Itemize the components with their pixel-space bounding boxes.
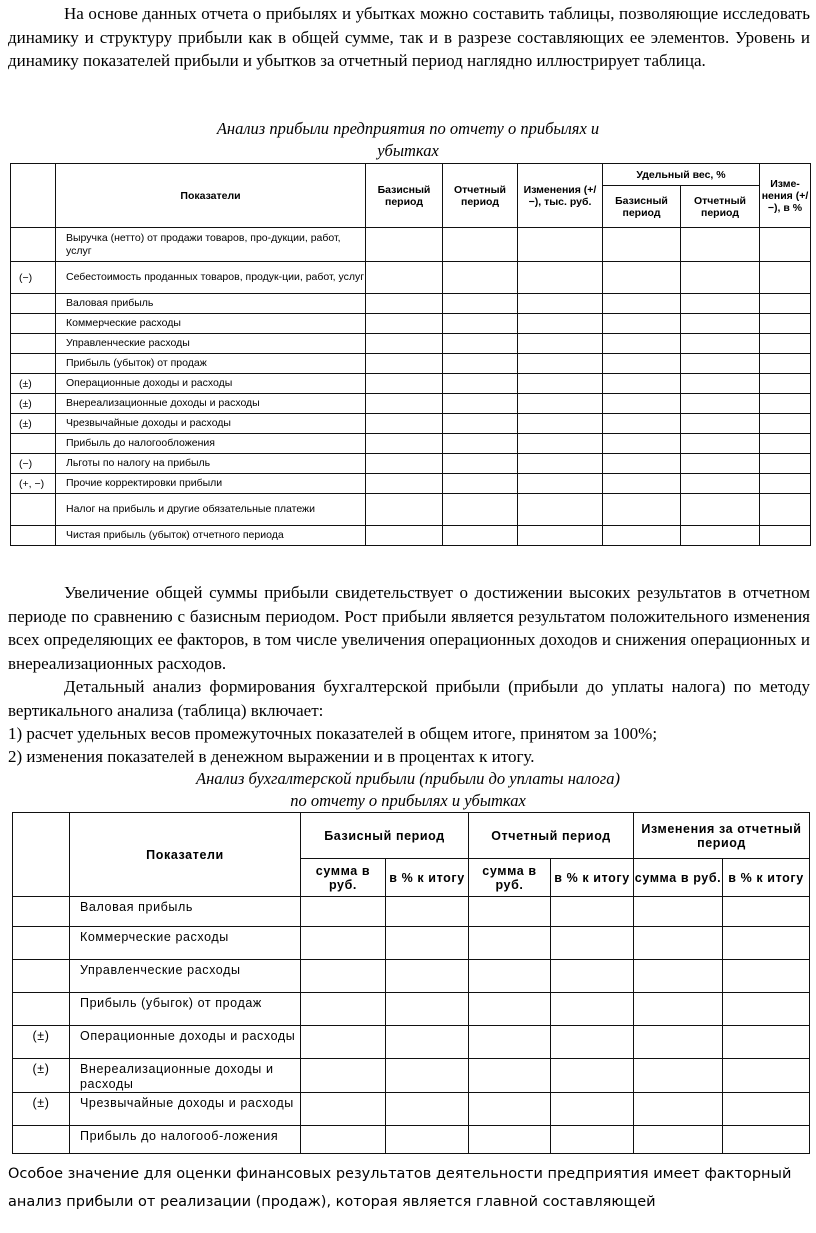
- t1-empty-cell: [518, 474, 603, 494]
- t1-row-label: Чрезвычайные доходы и расходы: [56, 414, 366, 434]
- t1-row-label: Прибыль до налогообложения: [56, 434, 366, 454]
- t2-empty-cell: [551, 993, 634, 1026]
- t1-empty-cell: [366, 494, 443, 526]
- t2-empty-cell: [723, 1059, 810, 1093]
- t1-empty-cell: [603, 354, 681, 374]
- header-indicators: Показатели: [56, 164, 366, 228]
- t2-row-sign: [13, 960, 70, 993]
- t1-empty-cell: [603, 374, 681, 394]
- t2-header-base-pct: в % к итогу: [386, 859, 469, 897]
- t2-empty-cell: [551, 1093, 634, 1126]
- t2-empty-cell: [469, 897, 551, 927]
- t1-empty-cell: [518, 334, 603, 354]
- t1-empty-cell: [681, 526, 760, 546]
- t2-empty-cell: [634, 897, 723, 927]
- t1-row: [11, 526, 811, 546]
- t2-row-label: Чрезвычайные доходы и расходы: [70, 1093, 301, 1126]
- t1-empty-cell: [366, 526, 443, 546]
- t1-empty-cell: [760, 474, 811, 494]
- t1-empty-cell: [603, 228, 681, 262]
- t1-row: [11, 228, 811, 262]
- t1-empty-cell: [760, 494, 811, 526]
- t1-empty-cell: [366, 394, 443, 414]
- t2-row-label: Управленческие расходы: [70, 960, 301, 993]
- t1-empty-cell: [760, 374, 811, 394]
- paragraph-2: Увеличение общей суммы прибыли свидетельствует о достижении высоких результатов в отчетном периоде по сравнению с базисным периодом. Рост прибыли является результатом положительного изменения всех определяющих ее факторов, в том числе увеличения операционных доходов и снижения операционных и внереализационных расходов.: [8, 583, 810, 673]
- header-specific-weight: Удельный вес, %: [603, 164, 760, 186]
- t2-empty-cell: [551, 1059, 634, 1093]
- t2-empty-cell: [301, 927, 386, 960]
- t1-empty-cell: [443, 494, 518, 526]
- t1-empty-cell: [443, 334, 518, 354]
- t1-empty-cell: [681, 434, 760, 454]
- t1-row-label: Выручка (нетто) от продажи товаров, про-дукции, работ, услуг: [56, 228, 366, 262]
- t1-empty-cell: [760, 334, 811, 354]
- t1-empty-cell: [443, 454, 518, 474]
- table2-caption-line1: Анализ бухгалтерской прибыли (прибыли до уплаты налога): [196, 769, 620, 788]
- t1-empty-cell: [603, 494, 681, 526]
- t2-empty-cell: [386, 927, 469, 960]
- t2-empty-cell: [469, 993, 551, 1026]
- t1-row-label: Прибыль (убыток) от продаж: [56, 354, 366, 374]
- t2-empty-cell: [386, 897, 469, 927]
- t2-empty-cell: [386, 1026, 469, 1059]
- t2-empty-cell: [723, 960, 810, 993]
- t1-empty-cell: [681, 294, 760, 314]
- t1-empty-cell: [518, 414, 603, 434]
- t1-empty-cell: [603, 262, 681, 294]
- t1-row: [11, 394, 811, 414]
- t1-empty-cell: [681, 354, 760, 374]
- t1-empty-cell: [443, 314, 518, 334]
- t1-empty-cell: [443, 414, 518, 434]
- t2-row: [13, 1126, 810, 1154]
- t2-empty-cell: [469, 927, 551, 960]
- t1-empty-cell: [681, 474, 760, 494]
- t1-row-sign: [11, 294, 56, 314]
- t2-row-sign: (±): [13, 1059, 70, 1093]
- t2-empty-cell: [634, 993, 723, 1026]
- t2-row-label: Операционные доходы и расходы: [70, 1026, 301, 1059]
- t1-row-sign: (±): [11, 374, 56, 394]
- t1-empty-cell: [518, 526, 603, 546]
- t1-empty-cell: [366, 228, 443, 262]
- t2-empty-cell: [469, 1126, 551, 1154]
- t2-empty-cell: [723, 1126, 810, 1154]
- t1-row-label: Операционные доходы и расходы: [56, 374, 366, 394]
- t1-empty-cell: [518, 494, 603, 526]
- t1-empty-cell: [760, 294, 811, 314]
- t1-row-label: Чистая прибыль (убыток) отчетного периода: [56, 526, 366, 546]
- t1-row: [11, 374, 811, 394]
- t2-header-report-period: Отчетный период: [469, 813, 634, 859]
- t1-empty-cell: [681, 228, 760, 262]
- t1-empty-cell: [603, 414, 681, 434]
- t2-empty-cell: [469, 1026, 551, 1059]
- t2-empty-cell: [723, 1093, 810, 1126]
- header-report-period: Отчетный период: [443, 164, 518, 228]
- t1-empty-cell: [603, 394, 681, 414]
- t2-row-sign: (±): [13, 1093, 70, 1126]
- t1-empty-cell: [366, 262, 443, 294]
- header-change: Изменения (+/−), тыс. руб.: [518, 164, 603, 228]
- t1-row-sign: [11, 314, 56, 334]
- t1-row-sign: [11, 334, 56, 354]
- t2-empty-cell: [469, 1059, 551, 1093]
- t2-empty-cell: [723, 927, 810, 960]
- t2-row: [13, 1026, 810, 1059]
- t1-empty-cell: [366, 454, 443, 474]
- t2-header-change-pct: в % к итогу: [723, 859, 810, 897]
- t2-empty-cell: [301, 897, 386, 927]
- t1-empty-cell: [443, 374, 518, 394]
- t2-row: [13, 897, 810, 927]
- t1-row: [11, 294, 811, 314]
- t1-row: [11, 354, 811, 374]
- t1-empty-cell: [681, 374, 760, 394]
- t1-empty-cell: [603, 434, 681, 454]
- t2-header-change-sum: сумма в руб.: [634, 859, 723, 897]
- t1-empty-cell: [681, 334, 760, 354]
- t2-header-base-sum: сумма в руб.: [301, 859, 386, 897]
- t1-empty-cell: [760, 354, 811, 374]
- t1-empty-cell: [760, 314, 811, 334]
- t1-row-label: Внереализационные доходы и расходы: [56, 394, 366, 414]
- t2-row-sign: [13, 993, 70, 1026]
- t1-empty-cell: [603, 454, 681, 474]
- t1-empty-cell: [366, 314, 443, 334]
- profit-analysis-table: [10, 163, 811, 546]
- t1-row: [11, 474, 811, 494]
- t1-empty-cell: [366, 354, 443, 374]
- t2-empty-cell: [301, 1026, 386, 1059]
- t2-row-label: Прибыль до налогооб-ложения: [70, 1126, 301, 1154]
- t2-header-base-period: Базисный период: [301, 813, 469, 859]
- t1-row-label: Прочие корректировки прибыли: [56, 474, 366, 494]
- t1-row: [11, 262, 811, 294]
- t2-empty-cell: [723, 1026, 810, 1059]
- t1-empty-cell: [443, 394, 518, 414]
- t2-row-label: Прибыль (убыгок) от продаж: [70, 993, 301, 1026]
- t2-empty-cell: [301, 993, 386, 1026]
- t1-empty-cell: [443, 354, 518, 374]
- t2-empty-cell: [634, 1126, 723, 1154]
- t1-row-label: Коммерческие расходы: [56, 314, 366, 334]
- table1-caption-line2: убытках: [377, 141, 439, 160]
- t1-row-sign: (+, −): [11, 474, 56, 494]
- t2-empty-cell: [551, 1126, 634, 1154]
- t2-row-label: Внереализационные доходы и расходы: [70, 1059, 301, 1093]
- t1-row-sign: [11, 494, 56, 526]
- t2-header-report-pct: в % к итогу: [551, 859, 634, 897]
- t1-empty-cell: [760, 526, 811, 546]
- t1-empty-cell: [760, 434, 811, 454]
- t2-empty-cell: [301, 1126, 386, 1154]
- t2-empty-cell: [634, 1026, 723, 1059]
- t2-empty-cell: [469, 960, 551, 993]
- t1-empty-cell: [760, 414, 811, 434]
- t2-empty-cell: [634, 960, 723, 993]
- t1-row-label: Управленческие расходы: [56, 334, 366, 354]
- accounting-profit-table: [12, 812, 810, 1154]
- t1-empty-cell: [366, 334, 443, 354]
- header-sw-report: Отчетный период: [681, 186, 760, 228]
- t1-row-label: Себестоимость проданных товаров, продук-ции, работ, услуг: [56, 262, 366, 294]
- t1-row-sign: [11, 526, 56, 546]
- table2-caption-line2: по отчету о прибылях и убытках: [290, 791, 526, 810]
- t1-empty-cell: [443, 228, 518, 262]
- t2-empty-cell: [301, 1093, 386, 1126]
- t2-row: [13, 960, 810, 993]
- t1-empty-cell: [443, 262, 518, 294]
- t2-empty-cell: [723, 993, 810, 1026]
- t2-empty-cell: [301, 1059, 386, 1093]
- t1-empty-cell: [518, 294, 603, 314]
- table1-caption-line1: Анализ прибыли предприятия по отчету о прибылях и: [216, 119, 600, 138]
- t2-empty-cell: [634, 927, 723, 960]
- t1-row: [11, 494, 811, 526]
- t1-row-sign: [11, 354, 56, 374]
- t1-empty-cell: [760, 394, 811, 414]
- t2-empty-cell: [469, 1093, 551, 1126]
- t2-row-sign: [13, 927, 70, 960]
- t1-row-sign: [11, 434, 56, 454]
- t2-row-sign: [13, 897, 70, 927]
- t1-empty-cell: [603, 334, 681, 354]
- t1-empty-cell: [518, 434, 603, 454]
- t1-row-label: Налог на прибыль и другие обязательные платежи: [56, 494, 366, 526]
- t2-empty-cell: [386, 960, 469, 993]
- t2-header-sign: [13, 813, 70, 897]
- t1-row-sign: (−): [11, 262, 56, 294]
- t2-empty-cell: [386, 1093, 469, 1126]
- header-sign: [11, 164, 56, 228]
- t2-empty-cell: [634, 1093, 723, 1126]
- t2-header-report-sum: сумма в руб.: [469, 859, 551, 897]
- t1-empty-cell: [681, 314, 760, 334]
- t1-row-label: Льготы по налогу на прибыль: [56, 454, 366, 474]
- t1-row-sign: (±): [11, 414, 56, 434]
- t1-empty-cell: [681, 454, 760, 474]
- t1-row: [11, 434, 811, 454]
- t2-row-sign: (±): [13, 1026, 70, 1059]
- t1-empty-cell: [518, 394, 603, 414]
- t1-row-sign: [11, 228, 56, 262]
- t1-empty-cell: [760, 228, 811, 262]
- t1-empty-cell: [681, 494, 760, 526]
- t1-empty-cell: [443, 294, 518, 314]
- bottom-paragraph: Особое значение для оценки финансовых результатов деятельности предприятия имеет факторный анализ прибыли от реализации (продаж), которая является главной составляющей: [8, 1166, 792, 1210]
- t1-empty-cell: [366, 414, 443, 434]
- t1-empty-cell: [366, 374, 443, 394]
- t1-empty-cell: [366, 434, 443, 454]
- t2-empty-cell: [551, 927, 634, 960]
- t1-empty-cell: [603, 474, 681, 494]
- t2-row: [13, 993, 810, 1026]
- t1-row: [11, 414, 811, 434]
- t1-empty-cell: [518, 374, 603, 394]
- t1-empty-cell: [518, 228, 603, 262]
- t2-row: [13, 927, 810, 960]
- header-sw-change: Изме-нения (+/−), в %: [760, 164, 811, 228]
- t1-empty-cell: [366, 474, 443, 494]
- t1-empty-cell: [443, 526, 518, 546]
- t1-empty-cell: [518, 354, 603, 374]
- t1-empty-cell: [681, 414, 760, 434]
- t1-row: [11, 454, 811, 474]
- t2-row-label: Коммерческие расходы: [70, 927, 301, 960]
- intro-paragraph: На основе данных отчета о прибылях и убытках можно составить таблицы, позволяющие исследовать динамику и структуру прибыли как в общей сумме, так и в разрезе составляющих ее элементов. Уровень и динамику показателей прибыли и убытков за отчетный период наглядно иллюстрирует таблица.: [8, 4, 810, 70]
- t2-empty-cell: [551, 960, 634, 993]
- t2-header-change: Изменения за отчетный период: [634, 813, 810, 859]
- t1-empty-cell: [760, 262, 811, 294]
- header-base-period: Базисный период: [366, 164, 443, 228]
- t1-empty-cell: [681, 262, 760, 294]
- t1-empty-cell: [603, 314, 681, 334]
- t1-row: [11, 334, 811, 354]
- t2-empty-cell: [301, 960, 386, 993]
- t1-row-label: Валовая прибыль: [56, 294, 366, 314]
- t2-empty-cell: [723, 897, 810, 927]
- t2-empty-cell: [386, 1126, 469, 1154]
- t2-empty-cell: [386, 1059, 469, 1093]
- t2-row: [13, 1059, 810, 1093]
- t1-row: [11, 314, 811, 334]
- t1-empty-cell: [518, 262, 603, 294]
- t2-row-sign: [13, 1126, 70, 1154]
- t2-empty-cell: [551, 1026, 634, 1059]
- t2-empty-cell: [551, 897, 634, 927]
- t2-row-label: Валовая прибыль: [70, 897, 301, 927]
- t2-empty-cell: [634, 1059, 723, 1093]
- t1-empty-cell: [443, 434, 518, 454]
- t1-empty-cell: [603, 526, 681, 546]
- header-sw-base: Базисный период: [603, 186, 681, 228]
- t2-empty-cell: [386, 993, 469, 1026]
- t1-empty-cell: [518, 314, 603, 334]
- t2-row: [13, 1093, 810, 1126]
- t1-row-sign: (±): [11, 394, 56, 414]
- t1-row-sign: (−): [11, 454, 56, 474]
- list-item-1: 1) расчет удельных весов промежуточных показателей в общем итоге, принятом за 100%;: [8, 724, 658, 743]
- t1-empty-cell: [681, 394, 760, 414]
- t1-empty-cell: [443, 474, 518, 494]
- t1-empty-cell: [603, 294, 681, 314]
- paragraph-3: Детальный анализ формирования бухгалтерской прибыли (прибыли до уплаты налога) по методу вертикального анализа (таблица) включает:: [8, 677, 810, 720]
- t2-header-indicators: Показатели: [70, 813, 301, 897]
- list-item-2: 2) изменения показателей в денежном выражении и в процентах к итогу.: [8, 747, 535, 766]
- t1-empty-cell: [760, 454, 811, 474]
- t1-empty-cell: [518, 454, 603, 474]
- t1-empty-cell: [366, 294, 443, 314]
